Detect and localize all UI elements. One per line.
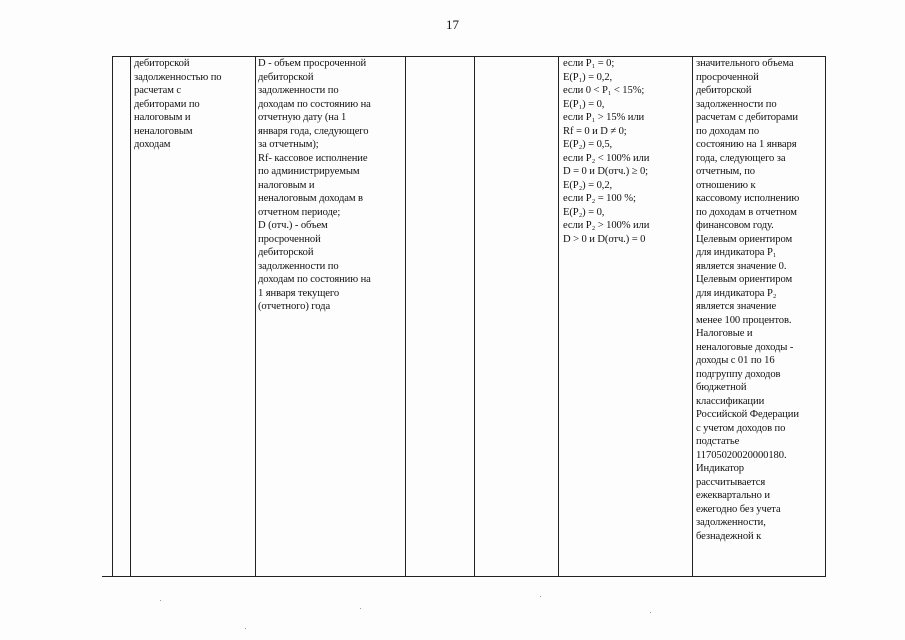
scan-speck <box>360 608 361 609</box>
table-right-border <box>825 56 826 577</box>
table-bottom-border <box>102 576 826 577</box>
column-divider <box>558 56 559 577</box>
cell-formula-legend: D - объем просроченной дебиторской задолженности по доходам по состоянию на отчетную дату (на 1 января года, следующего за отчетным); Rf- кассовое исполнение по администрируемым налоговым и неналоговым доходам в отчетном периоде; D (отч.) - объем просроченной дебиторской задолженности по доходам по состоянию на 1 января текущего (отчетного) года <box>258 58 371 312</box>
column-divider <box>130 56 131 577</box>
page-number: 17 <box>446 17 459 32</box>
scan-speck <box>160 600 161 601</box>
column-divider <box>405 56 406 577</box>
cell-evaluation-conditions: если P₁ = 0; E(P₁) = 0,2, если 0 < P₁ < 15%; E(P₁) = 0, если P₁ > 15% или Rf = 0 и D ≠ 0; E(P₂) = 0,5, если P₂ < 100% или D = 0 и D(отч.) ≥ 0; E(P₂) = 0,2, если P₂ = 100 %; E(P₂) = 0, если P₂ > 100% или D > 0 и D(отч.) = 0 <box>563 58 650 245</box>
scan-speck <box>245 628 246 629</box>
scan-speck <box>540 596 541 597</box>
scan-speck <box>650 612 651 613</box>
column-divider <box>692 56 693 577</box>
column-divider <box>474 56 475 577</box>
cell-indicator-name: дебиторской задолженностью по расчетам с дебиторами по налоговым и неналоговым доходам <box>134 58 222 150</box>
column-divider <box>255 56 256 577</box>
cell-comment: значительного объема просроченной дебиторской задолженности по расчетам с дебиторами по доходам по состоянию на 1 января года, следующего за отчетным, по отношению к кассовому исполнению по доходам в отчетном финансовом году. Целевым ориентиром для индикатора P₁ является значение 0. Целевым ориентиром для индикатора P₂ является значение менее 100 процентов. Налоговые и неналоговые доходы - доходы с 01 по 16 подгруппу доходов бюджетной классификации Российской Федерации с учетом доходов по подстатье 11705020020000180. Индикатор рассчитывается ежеквартально и ежегодно без учета задолженности, безнадежной к <box>696 58 800 542</box>
table-left-border <box>112 56 113 576</box>
